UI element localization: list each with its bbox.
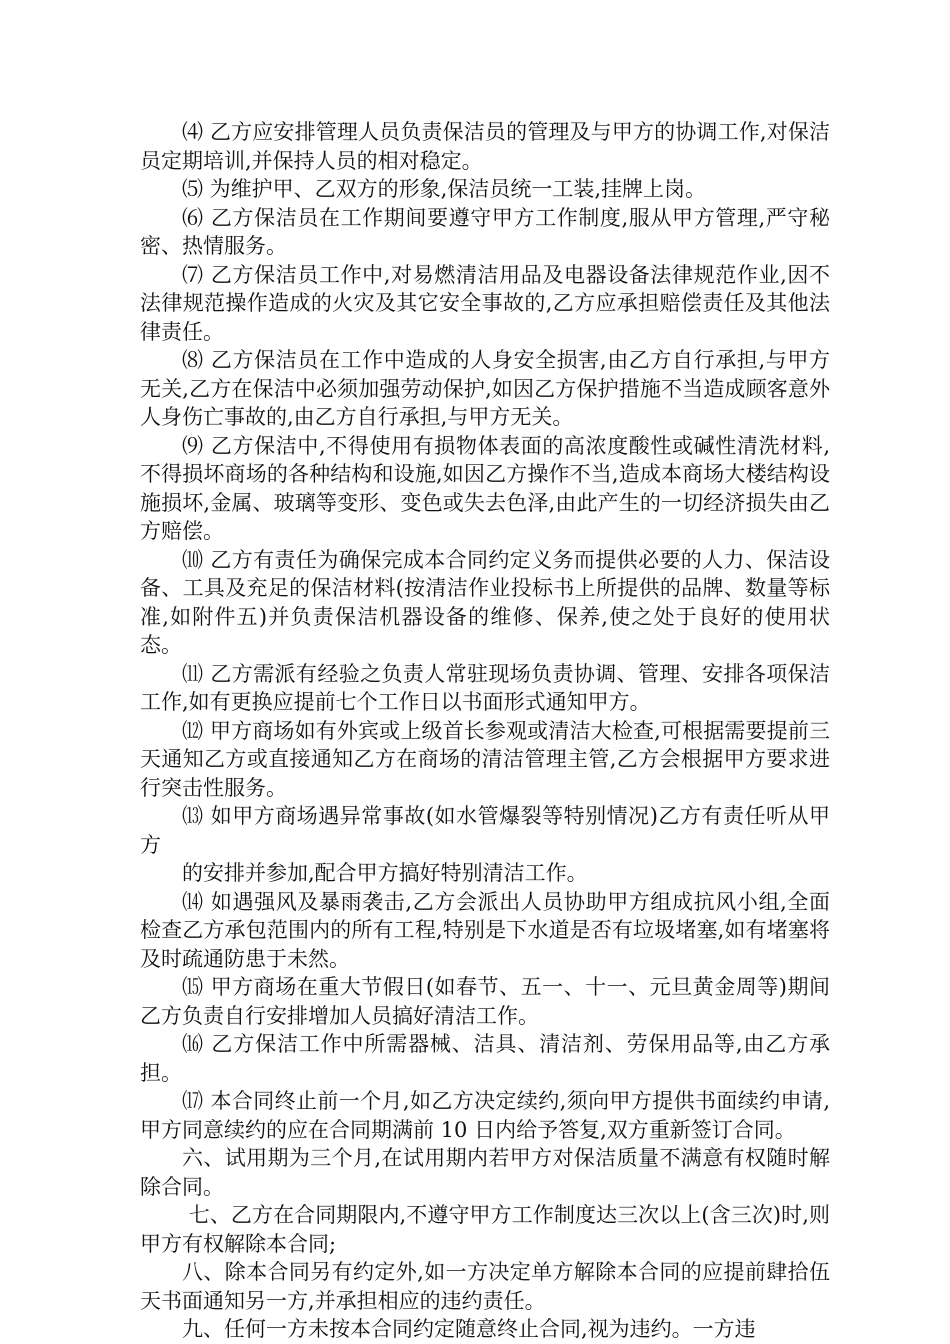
paragraph-section-6: 六、试用期为三个月,在试用期内若甲方对保洁质量不满意有权随时解除合同。 bbox=[140, 1146, 830, 1199]
paragraph-item-7: ⑺ 乙方保洁员工作中,对易燃清洁用品及电器设备法律规范作业,因不法律规范操作造成的火灾及其它安全事故的,乙方应承担赔偿责任及其他法律责任。 bbox=[140, 262, 830, 344]
paragraph-item-13: ⒀ 如甲方商场遇异常事故(如水管爆裂等特别情况)乙方有责任听从甲方 bbox=[140, 804, 830, 857]
paragraph-item-9: ⑼ 乙方保洁中,不得使用有损物体表面的高浓度酸性或碱性清洗材料,不得损坏商场的各种结构和设施,如因乙方操作不当,造成本商场大楼结构设施损坏,金属、玻璃等变形、变色或失去色泽,由此产生的一切经济损失由乙方赔偿。 bbox=[140, 433, 830, 543]
paragraph-item-11: ⑾ 乙方需派有经验之负责人常驻现场负责协调、管理、安排各项保洁工作,如有更换应提前七个工作日以书面形式通知甲方。 bbox=[140, 661, 830, 714]
document-body bbox=[140, 118, 830, 1344]
paragraph-item-13-continued: 的安排并参加,配合甲方搞好特别清洁工作。 bbox=[182, 861, 588, 885]
paragraph-section-8: 八、除本合同另有约定外,如一方决定单方解除本合同的应提前肆拾伍天书面通知另一方,并承担相应的违约责任。 bbox=[140, 1260, 830, 1313]
paragraph-item-15: ⒂ 甲方商场在重大节假日(如春节、五一、十一、元旦黄金周等)期间乙方负责自行安排增加人员搞好清洁工作。 bbox=[140, 975, 830, 1028]
paragraph-item-16: ⒃ 乙方保洁工作中所需器械、洁具、清洁剂、劳保用品等,由乙方承担。 bbox=[140, 1032, 830, 1085]
paragraph-item-17: ⒄ 本合同终止前一个月,如乙方决定续约,须向甲方提供书面续约申请,甲方同意续约的应在合同期满前 10 日内给予答复,双方重新签订合同。 bbox=[140, 1089, 830, 1142]
paragraph-item-6: ⑹ 乙方保洁员在工作期间要遵守甲方工作制度,服从甲方管理,严守秘密、热情服务。 bbox=[140, 205, 830, 258]
paragraph-item-10: ⑽ 乙方有责任为确保完成本合同约定义务而提供必要的人力、保洁设备、工具及充足的保洁材料(按清洁作业投标书上所提供的品牌、数量等标准,如附件五)并负责保洁机器设备的维修、保养,使之处于良好的使用状态。 bbox=[140, 547, 830, 657]
paragraph-item-12: ⑿ 甲方商场如有外宾或上级首长参观或清洁大检查,可根据需要提前三天通知乙方或直接通知乙方在商场的清洁管理主管,乙方会根据甲方要求进行突击性服务。 bbox=[140, 718, 830, 800]
paragraph-section-9: 九、任何一方未按本合同约定随意终止合同,视为违约。一方违 bbox=[182, 1317, 756, 1341]
paragraph-item-5: ⑸ 为维护甲、乙双方的形象,保洁员统一工装,挂牌上岗。 bbox=[182, 177, 707, 201]
paragraph-section-7: 七、乙方在合同期限内,不遵守甲方工作制度达三次以上(含三次)时,则甲方有权解除本合同; bbox=[140, 1203, 830, 1256]
paragraph-item-14: ⒁ 如遇强风及暴雨袭击,乙方会派出人员协助甲方组成抗风小组,全面检查乙方承包范围内的所有工程,特别是下水道是否有垃圾堵塞,如有堵塞将及时疏通防患于未然。 bbox=[140, 889, 830, 971]
paragraph-item-8: ⑻ 乙方保洁员在工作中造成的人身安全损害,由乙方自行承担,与甲方无关,乙方在保洁中必须加强劳动保护,如因乙方保护措施不当造成顾客意外人身伤亡事故的,由乙方自行承担,与甲方无关。 bbox=[140, 348, 830, 429]
paragraph-item-4: ⑷ 乙方应安排管理人员负责保洁员的管理及与甲方的协调工作,对保洁员定期培训,并保持人员的相对稳定。 bbox=[140, 120, 830, 173]
